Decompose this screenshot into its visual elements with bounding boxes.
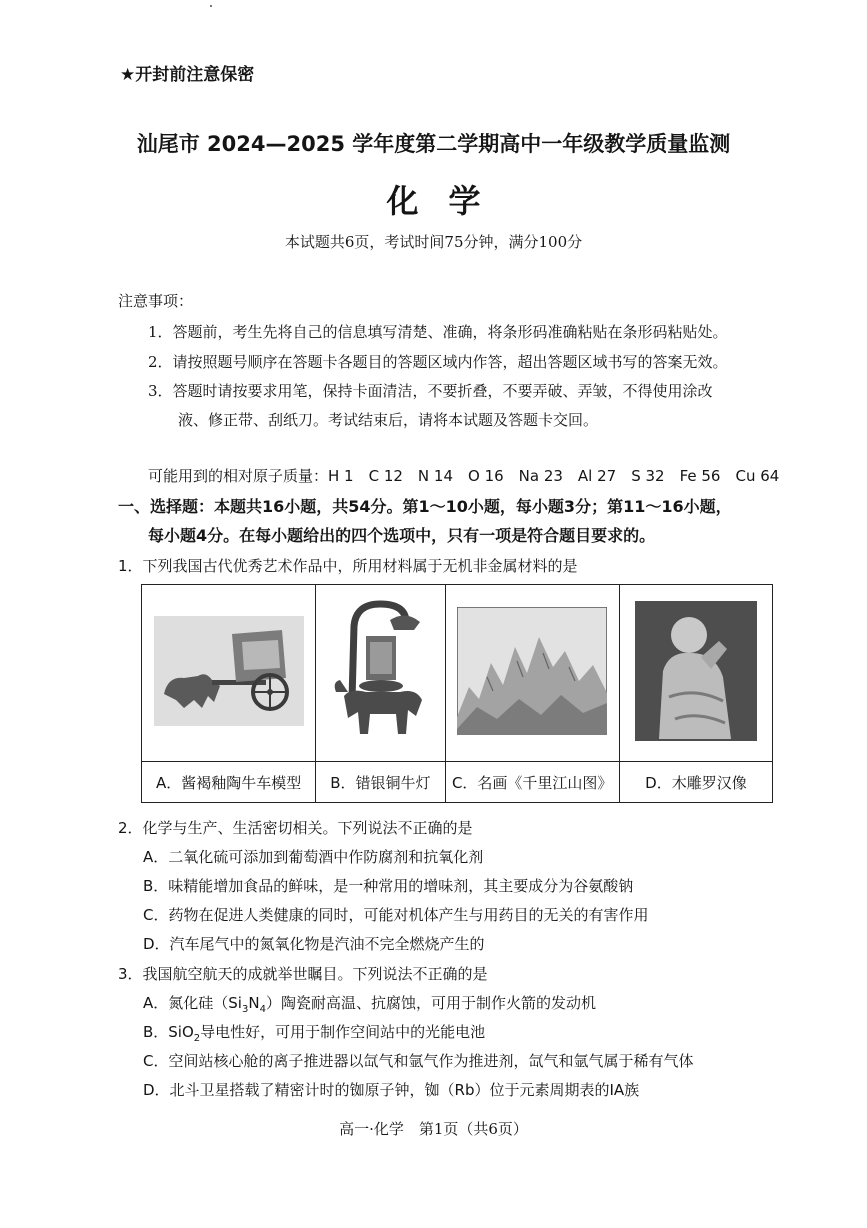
exam-info: 本试题共6页，考试时间75分钟，满分100分 bbox=[284, 233, 583, 251]
landscape-painting-image bbox=[457, 607, 607, 735]
q2-option-d: D．汽车尾气中的氮氧化物是汽油不完全燃烧产生的 bbox=[143, 935, 485, 953]
ox-cart-image bbox=[154, 616, 304, 726]
notice-item-3-continued: 液、修正带、刮纸刀。考试结束后，请将本试题及答题卡交回。 bbox=[178, 411, 599, 429]
question-1-image-table bbox=[141, 584, 773, 803]
q1-option-c: C．名画《千里江山图》 bbox=[445, 762, 619, 803]
image-cell-c bbox=[445, 585, 619, 762]
q3-option-c: C．空间站核心舱的离子推进器以氙气和氩气作为推进剂，氙气和氩气属于稀有气体 bbox=[143, 1052, 694, 1070]
question-1-stem: 1．下列我国古代优秀艺术作品中，所用材料属于无机非金属材料的是 bbox=[118, 557, 578, 575]
confidential-note: ★开封前注意保密 bbox=[120, 65, 255, 85]
q2-option-a: A．二氧化硫可添加到葡萄酒中作防腐剂和抗氧化剂 bbox=[143, 848, 484, 866]
q2-option-b: B．味精能增加食品的鲜味，是一种常用的增味剂，其主要成分为谷氨酸钠 bbox=[143, 877, 634, 895]
subject-title: 化学 bbox=[386, 182, 511, 220]
wooden-arhat-image bbox=[635, 601, 757, 741]
image-cell-a bbox=[142, 585, 316, 762]
image-cell-d bbox=[619, 585, 772, 762]
notice-item-2: 2．请按照题号顺序在答题卡各题目的答题区域内作答，超出答题区域书写的答案无效。 bbox=[148, 353, 728, 371]
q3-option-d: D．北斗卫星搭载了精密计时的铷原子钟，铷（Rb）位于元素周期表的ⅠA族 bbox=[143, 1081, 640, 1099]
notice-heading: 注意事项： bbox=[118, 292, 194, 310]
notice-item-3: 3．答题时请按要求用笔，保持卡面清洁，不要折叠，不要弄破、弄皱，不得使用涂改 bbox=[148, 382, 713, 400]
q1-option-a: A．酱褐釉陶牛车模型 bbox=[142, 762, 316, 803]
q2-option-c: C．药物在促进人类健康的同时，可能对机体产生与用药目的无关的有害作用 bbox=[143, 906, 649, 924]
exam-title: 汕尾市 2024—2025 学年度第二学期高中一年级教学质量监测 bbox=[136, 132, 731, 156]
question-3-stem: 3．我国航空航天的成就举世瞩目。下列说法不正确的是 bbox=[118, 965, 488, 983]
q1-option-b: B．错银铜牛灯 bbox=[316, 762, 445, 803]
image-cell-b bbox=[316, 585, 445, 762]
bronze-lamp-image bbox=[330, 596, 430, 746]
section-heading-cont: 每小题4分。在每小题给出的四个选项中，只有一项是符合题目要求的。 bbox=[148, 526, 656, 545]
notice-item-1: 1．答题前，考生先将自己的信息填写清楚、准确，将条形码准确粘贴在条形码粘贴处。 bbox=[148, 323, 728, 341]
q3-option-b: B．SiO$_2$导电性好，可用于制作空间站中的光能电池 bbox=[143, 1023, 486, 1044]
question-2-stem: 2．化学与生产、生活密切相关。下列说法不正确的是 bbox=[118, 819, 473, 837]
atomic-masses: 可能用到的相对原子质量：H 1 C 12 N 14 O 16 Na 23 Al 27 S 32 Fe 56 Cu 64 bbox=[148, 467, 780, 485]
q1-option-d: D．木雕罗汉像 bbox=[619, 762, 772, 803]
page-footer: 高一·化学 第1页（共6页） bbox=[339, 1120, 528, 1138]
scan-speck bbox=[210, 5, 212, 7]
section-heading: 一、选择题：本题共16小题，共54分。第1～10小题，每小题3分；第11～16小题， bbox=[118, 497, 732, 516]
q3-option-a: A．氮化硅$(Si_3N_4)$陶瓷耐高温、抗腐蚀，可用于制作火箭的发动机 bbox=[143, 994, 596, 1015]
